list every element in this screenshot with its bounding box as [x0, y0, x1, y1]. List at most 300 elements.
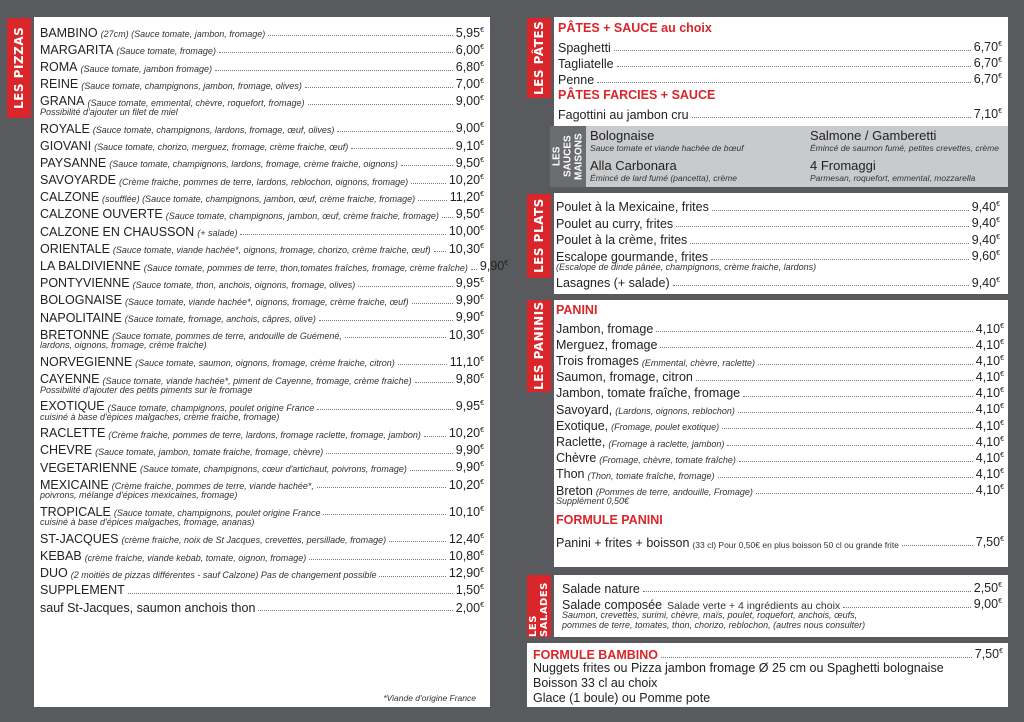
- pizzas-item: [40, 440, 484, 457]
- pizzas-desc: (Sauce tomate, champignons, cœur d'artichaut, poivrons, fromage): [140, 464, 407, 475]
- pizzas-item: [40, 39, 484, 56]
- pizzas-item: [40, 238, 484, 255]
- leader-dots: [219, 52, 453, 53]
- leader-dots: [309, 559, 446, 560]
- pates-row: [558, 54, 1002, 70]
- paninis-item: [556, 416, 1004, 432]
- leader-dots: [305, 87, 453, 88]
- pizzas-price: 10,00€: [448, 224, 484, 239]
- pizzas-name: VEGETARIENNE: [40, 460, 138, 475]
- paninis-price: 4,10€: [975, 402, 1004, 417]
- bambino-line-3: Glace (1 boule) ou Pomme pote: [533, 691, 711, 705]
- pizzas-item: [40, 74, 484, 91]
- leader-dots: [643, 591, 971, 592]
- plats-name: Poulet au curry, frites: [556, 216, 674, 231]
- sauce-name: Bolognaise: [590, 128, 655, 143]
- plats-name: Poulet à la crème, frites: [556, 233, 688, 247]
- pizzas-price: 7,00€: [455, 77, 484, 92]
- leader-dots: [617, 66, 971, 67]
- pizzas-item: [40, 395, 484, 422]
- pizzas-row: [40, 440, 484, 457]
- pizzas-price: 12,40€: [448, 531, 484, 546]
- pizzas-price: 9,95€: [455, 399, 484, 414]
- pizzas-name: ROMA: [40, 60, 78, 75]
- paninis-panel: [554, 300, 1008, 567]
- paninis-row: [556, 368, 1004, 384]
- pizzas-row: [40, 22, 484, 39]
- pizzas-item: [40, 22, 484, 39]
- pates-price: 6,70€: [973, 40, 1002, 55]
- leader-dots: [411, 183, 446, 184]
- pizzas-price: 9,50€: [455, 207, 484, 222]
- pizzas-row: [40, 152, 484, 169]
- pizzas-name: BAMBINO: [40, 25, 98, 40]
- pizzas-name: MARGARITA: [40, 42, 114, 57]
- pates-price: 6,70€: [973, 56, 1002, 71]
- sauce-4-fromaggi: [810, 158, 975, 183]
- pizzas-item: [40, 597, 484, 614]
- pizzas-row: [40, 39, 484, 56]
- pizzas-row: [40, 56, 484, 73]
- salades-name: Salade nature: [562, 581, 640, 596]
- pizzas-price: 5,95€: [455, 25, 484, 40]
- pizzas-row: [40, 351, 484, 368]
- pizzas-desc: (Crème fraiche, pommes de terre, lardons, reblochon, oignons, fromage): [118, 176, 409, 187]
- salades-price: 2,50€: [973, 581, 1002, 596]
- sauce-carbonara: [590, 158, 737, 183]
- pizzas-name: CALZONE EN CHAUSSON: [40, 224, 195, 239]
- leader-dots: [337, 131, 452, 132]
- pizzas-name: CHEVRE: [40, 443, 93, 458]
- pizzas-desc: (Crème fraiche, pommes de terre, lardons, fromage raclette, fromage, jambon): [108, 429, 421, 440]
- leader-dots: [317, 409, 453, 410]
- pizzas-item: [40, 204, 484, 221]
- pizzas-desc: (+ salade): [197, 228, 238, 239]
- pizzas-name: RACLETTE: [40, 426, 106, 441]
- paninis-item: [556, 351, 1004, 367]
- leader-dots: [656, 331, 972, 332]
- paninis-name: Jambon, fromage: [556, 321, 654, 336]
- pizzas-name: MEXICAINE: [40, 477, 109, 492]
- bambino-panel: [527, 643, 1008, 707]
- paninis-price: 4,10€: [975, 467, 1004, 482]
- paninis-item: [556, 384, 1004, 400]
- plats-item: [556, 230, 1000, 247]
- pizzas-note: lardons, oignons, fromage, crème fraiche): [40, 340, 207, 351]
- pizzas-item: [40, 474, 484, 501]
- pizzas-desc: (27cm) (Sauce tomate, jambon, fromage): [100, 29, 266, 40]
- pizzas-row: [40, 307, 484, 324]
- paninis-desc: (Fromage, chèvre, tomate fraîche): [599, 454, 736, 465]
- leader-dots: [317, 487, 446, 488]
- salade-list: [562, 579, 1002, 611]
- pizzas-name: EXOTIQUE: [40, 399, 105, 414]
- leader-dots: [308, 104, 453, 105]
- pizzas-price: 10,20€: [448, 173, 484, 188]
- pizzas-desc: (Sauce tomate, champignons, jambon, fromage, olives): [81, 80, 302, 91]
- pizzas-name: GIOVANI: [40, 138, 92, 153]
- pates-heading-2: PÂTES FARCIES + SAUCE: [558, 88, 716, 102]
- pates-row: [558, 70, 1002, 86]
- paninis-price: 4,10€: [975, 370, 1004, 385]
- pizzas-row: [40, 118, 484, 135]
- pates-price: 6,70€: [973, 72, 1002, 87]
- pizza-list: [40, 22, 509, 615]
- paninis-name: Merguez, fromage: [556, 337, 658, 352]
- pizzas-desc: (Sauce tomate, viande hachée*, oignons, fromage, chorizo, crème fraiche, œuf): [112, 245, 431, 256]
- leader-dots: [418, 200, 447, 201]
- pizzas-row: [40, 135, 484, 152]
- pizzas-note: Possibilité d'ajouter un filet de miel: [40, 106, 178, 117]
- paninis-price: 4,10€: [975, 386, 1004, 401]
- pizzas-name: ROYALE: [40, 121, 90, 136]
- pizzas-row: [40, 187, 484, 204]
- paninis-item: [556, 335, 1004, 351]
- formule-panini-heading: FORMULE PANINI: [556, 513, 663, 528]
- paninis-desc: (Emmental, chèvre, raclette): [641, 357, 755, 368]
- paninis-price: 4,10€: [975, 451, 1004, 466]
- salades-row: [562, 579, 1002, 595]
- leader-dots: [358, 286, 453, 287]
- pizzas-name: sauf St-Jacques, saumon anchois thon: [40, 600, 256, 615]
- pizzas-desc: (Sauce tomate, pommes de terre, andouille de Guémené,: [112, 331, 342, 342]
- pizzas-price: 11,20€: [449, 190, 484, 205]
- pizzas-price: 1,50€: [455, 583, 484, 598]
- leader-dots: [756, 493, 973, 494]
- sauce-desc: Sauce tomate et viande hachée de bœuf: [590, 143, 744, 153]
- plats-row: [556, 214, 1000, 231]
- pizzas-row: [40, 474, 484, 491]
- pizzas-desc: (Sauce tomate, pommes de terre, thon,tomates fraîches, fromage, crème fraîche): [143, 262, 468, 273]
- pizzas-row: [40, 395, 484, 412]
- paninis-price: 4,10€: [975, 435, 1004, 449]
- bambino-price: 7,50€: [974, 647, 1003, 662]
- leader-dots: [843, 607, 971, 608]
- pizzas-item: [40, 152, 484, 169]
- leader-dots: [240, 234, 445, 235]
- paninis-name: Savoyard,: [556, 402, 613, 417]
- leader-dots: [434, 251, 446, 252]
- plats-name: Lasagnes (+ salade): [556, 275, 670, 290]
- pizzas-desc: (Sauce tomate, viande hachée*, piment de Cayenne, fromage, crème fraiche): [102, 375, 412, 386]
- leader-dots: [727, 445, 972, 446]
- pizzas-row: [40, 74, 484, 91]
- pizzas-name: ST-JACQUES: [40, 531, 119, 546]
- paninis-item: [556, 481, 1004, 497]
- plats-price: 9,40€: [971, 233, 1000, 247]
- leader-dots: [398, 364, 447, 365]
- plats-price: 9,40€: [971, 275, 1000, 290]
- pates-list-2: [558, 105, 1002, 121]
- leader-dots: [401, 165, 453, 166]
- pizzas-name: CAYENNE: [40, 372, 100, 387]
- pizzas-row: [40, 238, 484, 255]
- leader-dots: [738, 412, 973, 413]
- pizzas-name: GRANA: [40, 94, 85, 109]
- pizzas-price: 2,00€: [455, 600, 484, 615]
- pizzas-price: 9,90€: [455, 443, 484, 458]
- leader-dots: [471, 269, 477, 270]
- paninis-desc: (Lardons, oignons, reblochon): [615, 406, 735, 417]
- leader-dots: [661, 657, 972, 658]
- bambino-line-1: Nuggets frites ou Pizza jambon fromage Ø 25 cm ou Spaghetti bolognaise: [533, 661, 944, 675]
- pates-panel: [551, 17, 1008, 187]
- pizzas-row: [40, 545, 484, 562]
- pizzas-row: [40, 423, 484, 440]
- leader-dots: [739, 461, 973, 462]
- pizzas-name: TROPICALE: [40, 504, 111, 519]
- plats-item: [556, 197, 1000, 214]
- leader-dots: [722, 428, 973, 429]
- leader-dots: [412, 303, 453, 304]
- pizzas-price: 10,30€: [448, 327, 484, 342]
- leader-dots: [902, 545, 973, 546]
- leader-dots: [712, 210, 969, 211]
- paninis-item: [556, 449, 1004, 465]
- plats-row: [556, 230, 1000, 247]
- paninis-name: Chèvre: [556, 451, 597, 466]
- plats-name: Poulet à la Mexicaine, frites: [556, 200, 709, 214]
- paninis-desc: (Fromage à raclette, jambon): [608, 438, 725, 449]
- salades-price: 9,00€: [973, 597, 1002, 612]
- pizzas-name: ORIENTALE: [40, 241, 110, 256]
- formule-panini-name: Panini + frites + boisson: [556, 535, 690, 550]
- pates-list-1: [558, 38, 1002, 86]
- sauce-name: Alla Carbonara: [590, 158, 677, 173]
- pizzas-price: 11,10€: [449, 354, 484, 369]
- plats-list: [556, 197, 1000, 289]
- sauce-bolognaise: [590, 128, 744, 153]
- paninis-name: Jambon, tomate fraîche, fromage: [556, 386, 741, 401]
- paninis-item: [556, 319, 1004, 335]
- pizzas-item: [40, 457, 484, 474]
- pizzas-row: [40, 501, 484, 518]
- formule-panini-price: 7,50€: [975, 535, 1004, 550]
- salades-row: [562, 595, 1002, 611]
- plats-item: [556, 273, 1000, 290]
- plats-price: 9,60€: [971, 249, 1000, 264]
- leader-dots: [442, 217, 453, 218]
- pizzas-name: SUPPLEMENT: [40, 583, 125, 598]
- leader-dots: [323, 514, 445, 515]
- pizzas-price: 10,20€: [448, 477, 484, 492]
- pizzas-row: [40, 457, 484, 474]
- pizzas-desc: (soufflée) (Sauce tomate, champignons, jambon, œuf, crème fraiche, fromage): [102, 193, 416, 204]
- leader-dots: [415, 382, 453, 383]
- pizzas-desc: (Sauce tomate, thon, anchois, oignons, fromage, olives): [132, 279, 356, 290]
- sauce-desc: Émincé de saumon fumé, petites crevettes, crème: [810, 143, 999, 153]
- paninis-price: 4,10€: [975, 321, 1004, 336]
- paninis-name: Saumon, fromage, citron: [556, 370, 693, 385]
- sauces-tab: LES SAUCES MAISONS: [550, 126, 586, 187]
- salades-tab: LES SALADES: [527, 575, 551, 637]
- pizzas-price: 10,20€: [448, 426, 484, 441]
- pizzas-row: [40, 290, 484, 307]
- paninis-price: 4,10€: [975, 354, 1004, 369]
- pizzas-desc: (Sauce tomate, saumon, oignons, fromage, crème fraiche, citron): [135, 358, 395, 369]
- paninis-item: [556, 465, 1004, 481]
- pizzas-footnote: *Viande d'origine France: [383, 693, 476, 703]
- leader-dots: [597, 82, 971, 83]
- panini-list: [556, 319, 1004, 497]
- pizzas-note: Possibilité d'ajouter des petits piments sur le fromage: [40, 384, 253, 395]
- pizzas-item: [40, 324, 484, 351]
- plats-row: [556, 197, 1000, 214]
- pizzas-price: 9,90€: [455, 293, 484, 308]
- pizzas-desc: (Sauce tomate, champignons, poulet origine France: [107, 402, 315, 413]
- pates-item: [558, 38, 1002, 54]
- salade-ingredients-2: pommes de terre, tomates, thon, chorizo, reblochon, (autres nous consulter): [562, 619, 866, 630]
- panini-heading: PANINI: [556, 303, 598, 317]
- paninis-name: Breton: [556, 483, 593, 498]
- sauce-name: Salmone / Gamberetti: [810, 128, 937, 143]
- leader-dots: [692, 117, 971, 118]
- pizzas-desc: (Sauce tomate, fromage, anchois, câpres, olive): [124, 314, 316, 325]
- pizzas-desc: (crème fraiche, noix de St Jacques, crevettes, persillade, fromage): [121, 535, 387, 546]
- paninis-content: [556, 303, 1004, 549]
- pizzas-name: BRETONNE: [40, 327, 110, 342]
- panini-supplement: Supplément 0,50€: [556, 496, 630, 507]
- pizzas-item: [40, 56, 484, 73]
- pizzas-name: KEBAB: [40, 549, 82, 564]
- formule-panini-desc: (33 cl) Pour 0,50€ en plus boisson 50 cl ou grande frite: [692, 539, 899, 550]
- plats-item: [556, 247, 1000, 273]
- leader-dots: [128, 593, 453, 594]
- leader-dots: [351, 148, 452, 149]
- paninis-item: [556, 368, 1004, 384]
- leader-dots: [614, 50, 971, 51]
- pates-name: Penne: [558, 72, 595, 87]
- leader-dots: [319, 320, 453, 321]
- formule-panini-row: [556, 531, 1004, 549]
- pizzas-row: [40, 169, 484, 186]
- pizzas-row: [40, 91, 484, 108]
- leader-dots: [758, 364, 973, 365]
- bambino-header-row: [533, 645, 1003, 661]
- pizzas-name: REINE: [40, 77, 79, 92]
- pizzas-name: SAVOYARDE: [40, 173, 116, 188]
- sauce-salmone: [810, 128, 999, 153]
- pizzas-price: 6,80€: [455, 60, 484, 75]
- plats-panel: [554, 193, 1008, 294]
- pizzas-desc: (2 moitiés de pizzas différentes - sauf Calzone) Pas de changement possible: [70, 569, 377, 580]
- paninis-row: [556, 416, 1004, 432]
- plats-name: Escalope gourmande, frites: [556, 249, 709, 264]
- pizzas-name: PAYSANNE: [40, 155, 107, 170]
- salades-panel: [554, 575, 1008, 637]
- sauce-desc: Parmesan, roquefort, emmental, mozzarella: [810, 173, 976, 183]
- leader-dots: [268, 35, 453, 36]
- pizzas-item: [40, 169, 484, 186]
- pizzas-price: 9,90€: [479, 259, 509, 274]
- paninis-price: 4,10€: [975, 418, 1004, 433]
- pizzas-desc: (Sauce tomate, jambon, tomate fraiche, fromage, chèvre): [95, 446, 324, 457]
- paninis-row: [556, 384, 1004, 400]
- paninis-row: [556, 481, 1004, 497]
- pizzas-desc: (Crème fraiche, pommes de terre, viande hachée*,: [111, 481, 314, 492]
- pizzas-note: poivrons, mélange d'épices mexicaines, fromage): [40, 490, 238, 501]
- pizzas-row: [40, 580, 484, 597]
- pates-name: Fagottini au jambon cru: [558, 107, 689, 122]
- paninis-name: Raclette,: [556, 435, 606, 449]
- leader-dots: [424, 436, 446, 437]
- sauces-box: [550, 126, 1008, 187]
- pizzas-price: 9,80€: [455, 372, 484, 387]
- pizzas-name: BOLOGNAISE: [40, 293, 122, 308]
- pizzas-desc: (Sauce tomate, fromage): [116, 46, 216, 57]
- pizzas-desc: (Sauce tomate, emmental, chèvre, roquefort, fromage): [87, 97, 305, 108]
- leader-dots: [676, 226, 969, 227]
- paninis-desc: (Thon, tomate fraîche, fromage): [587, 470, 715, 481]
- pates-tab: LES PÂTES: [527, 18, 551, 98]
- leader-dots: [258, 610, 452, 611]
- leader-dots: [215, 70, 453, 71]
- pizzas-price: 9,00€: [455, 94, 484, 109]
- pizzas-note: cuisiné à base d'épices malgaches, crème fraiche, fromage): [40, 411, 280, 422]
- pizzas-price: 9,95€: [455, 276, 484, 291]
- pates-row: [558, 38, 1002, 54]
- leader-dots: [696, 380, 973, 381]
- plats-row: [556, 273, 1000, 290]
- pizzas-item: [40, 580, 484, 597]
- pizzas-price: 9,10€: [455, 138, 484, 153]
- paninis-item: [556, 432, 1004, 448]
- pates-content: [558, 21, 1002, 121]
- pizzas-price: 9,00€: [455, 121, 484, 136]
- paninis-row: [556, 449, 1004, 465]
- pizzas-item: [40, 273, 484, 290]
- pizzas-desc: (Sauce tomate, champignons, lardons, fromage, œuf, olives): [92, 125, 335, 136]
- paninis-row: [556, 400, 1004, 416]
- pizzas-name: CALZONE OUVERTE: [40, 207, 163, 222]
- pizzas-item: [40, 118, 484, 135]
- paninis-row: [556, 465, 1004, 481]
- paninis-item: [556, 400, 1004, 416]
- salades-desc: Salade verte + 4 ingrédients au choix: [667, 599, 841, 612]
- pizzas-item: [40, 307, 484, 324]
- pizzas-row: [40, 324, 484, 341]
- pizzas-row: [40, 368, 484, 385]
- leader-dots: [718, 477, 973, 478]
- leader-dots: [673, 285, 969, 286]
- pizzas-panel: [34, 17, 509, 707]
- pizzas-desc: (Sauce tomate, champignons, lardons, fromage, crème fraiche, oignons): [109, 159, 398, 170]
- pizzas-name: PONTYVIENNE: [40, 276, 130, 291]
- pizzas-item: [40, 187, 484, 204]
- pizzas-item: [40, 351, 484, 368]
- bambino-content: [533, 645, 1003, 706]
- leader-dots: [743, 396, 973, 397]
- pizzas-price: 9,90€: [455, 460, 484, 475]
- pizzas-name: NAPOLITAINE: [40, 310, 122, 325]
- paninis-desc: (Fromage, poulet exotique): [611, 422, 720, 433]
- pizzas-note: cuisiné à base d'épices malgaches, fromage, ananas): [40, 517, 255, 528]
- leader-dots: [660, 347, 972, 348]
- pizzas-item: [40, 528, 484, 545]
- plats-row: [556, 247, 1000, 264]
- salades-item: [562, 595, 1002, 611]
- salades-name: Salade composée: [562, 597, 663, 612]
- sauce-name: 4 Fromaggi: [810, 158, 876, 173]
- pizzas-tab: LES PIZZAS: [7, 18, 31, 118]
- pizzas-name: DUO: [40, 566, 68, 581]
- pizzas-desc: (crème fraiche, viande kebab, tomate, oignon, fromage): [84, 552, 307, 563]
- paninis-name: Exotique,: [556, 418, 609, 433]
- plats-note: (Escalope de dinde pânée, champignons, crème fraiche, lardons): [556, 262, 817, 272]
- pizzas-price: 10,30€: [448, 241, 484, 256]
- pizzas-row: [40, 255, 509, 274]
- pizzas-desc: (Sauce tomate, chorizo, merguez, fromage, crème fraiche, œuf): [94, 142, 349, 153]
